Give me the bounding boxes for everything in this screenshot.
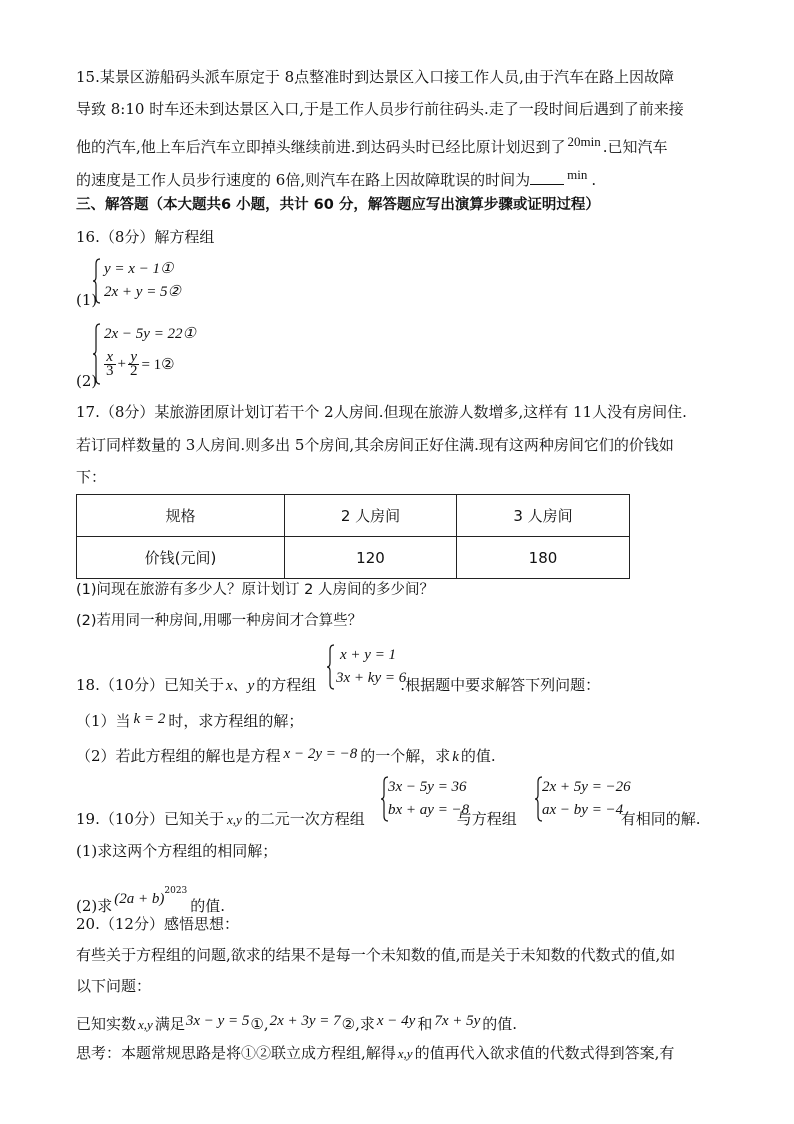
q20-text-2: 以下问题： — [76, 977, 152, 995]
q19-sub-1 — [76, 840, 277, 862]
q15-delay-value: 20min — [567, 134, 601, 149]
fraction-y-over-2 — [128, 351, 140, 378]
q19-sub-2 — [76, 880, 225, 917]
fraction-x-over-3 — [104, 351, 116, 378]
plus-sign: + — [117, 355, 126, 372]
table-header-cell: 规格 — [77, 495, 285, 537]
q16-p2-label-text: (2) — [76, 372, 98, 390]
q20-vars: x,y — [138, 1017, 153, 1032]
left-brace-icon — [92, 323, 102, 385]
table-header-cell: 3 人房间 — [457, 495, 630, 537]
q19-text-1d: 与方程组 — [456, 810, 517, 828]
q15-line-2 — [76, 98, 684, 120]
q20-text-3i: 和 — [417, 1015, 433, 1033]
q20-text-3e: ①, — [250, 1015, 269, 1033]
q19-sub-2c: 的值. — [190, 897, 226, 915]
q20-text-3c: 满足 — [154, 1015, 185, 1033]
q18-text-1d: .根据题中要求解答下列问题： — [400, 676, 601, 694]
q17-sub-1 — [76, 579, 434, 601]
q20-equation-1: 3x − y = 5 — [185, 1013, 250, 1029]
left-brace-icon — [326, 644, 336, 690]
q15-line-1 — [76, 66, 674, 88]
q19-system-a — [380, 776, 472, 824]
q20-vars-2: x,y — [397, 1046, 413, 1061]
fraction-numerator: x — [104, 351, 116, 365]
q15-period: . — [591, 171, 597, 189]
q18-equation-3: x − 2y = −8 — [283, 746, 358, 762]
q18-text-1c: 的方程组 — [256, 676, 317, 694]
q20-equation-2: 2x + 3y = 7 — [269, 1013, 341, 1029]
table-row — [77, 537, 630, 579]
table-cell: 120 — [285, 537, 457, 579]
q19-system-a-equation-1: 3x − 5y = 36 — [388, 779, 467, 795]
table-cell: 价钱(元间) — [77, 537, 285, 579]
q18-sub-2e: 的值. — [460, 747, 496, 765]
q15-text-3a: 他的汽车,他上车后汽车立即掉头继续前进.到达码头时已经比原计划迟到了 — [76, 138, 566, 156]
q16-title — [76, 226, 214, 248]
q20-line-2 — [76, 975, 151, 997]
q20-expression-2: 7x + 5y — [434, 1013, 481, 1029]
answer-blank[interactable] — [530, 170, 564, 185]
fraction-denominator: 3 — [106, 363, 114, 379]
q15-line-4 — [76, 164, 596, 191]
q20-text-4a: 思考：本题常规思路是将①②联立成方程组,解得 — [76, 1044, 396, 1062]
q16-p2-equation-2-tail: = 1② — [141, 356, 175, 373]
fraction-numerator: y — [128, 351, 140, 365]
q19-sub-1-text: (1)求这两个方程组的相同解； — [76, 842, 278, 860]
q18-sub-2c: 的一个解，求 — [360, 747, 451, 765]
fraction-denominator: 2 — [129, 363, 138, 379]
q19-system-b-equation-1: 2x + 5y = −26 — [542, 779, 631, 795]
q15-line-3 — [76, 131, 668, 158]
q16-p2-equation-2 — [104, 351, 175, 378]
q20-expression-1: x − 4y — [376, 1013, 416, 1029]
q19-text-1c: 的二元一次方程组 — [244, 810, 365, 828]
q15-unit: min — [567, 167, 588, 182]
q17-text-2: 若订同样数量的 3人房间.则多出 5个房间,其余房间正好住满.现有这两种房间它们的价钱如 — [76, 436, 674, 454]
q18-equation-2: 3x + ky = 6 — [336, 670, 407, 686]
q17-line-3 — [76, 466, 106, 488]
q20-text-3g: ②,求 — [341, 1015, 375, 1033]
q16-p1-equation-2: 2x + y = 5② — [104, 284, 182, 300]
q18-text-1a: 18.（10分）已知关于 — [76, 676, 224, 694]
q16-p1-label-text: (1) — [76, 291, 98, 309]
q19-text-1a: 19.（10分）已知关于 — [76, 810, 224, 828]
q16-p1-equation-1: y = x − 1① — [104, 261, 174, 277]
q18-equation-1: x + y = 1 — [340, 647, 397, 663]
q20-text-1: 有些关于方程组的问题,欲求的结果不是每一个未知数的值,而是关于未知数的代数式的值,如 — [76, 946, 676, 964]
q16-system-2 — [92, 323, 222, 387]
q15-text-2: 导致 8:10 时车还未到达景区入口,于是工作人员步行前往码头.走了一段时间后遇到了前来接 — [76, 100, 684, 118]
q18-sub-1c: 时，求方程组的解； — [168, 712, 304, 730]
q17-text-3: 下： — [76, 468, 107, 486]
q17-sub-1-text: (1)问现在旅游有多少人？原计划订 2 人房间的多少间？ — [76, 582, 434, 598]
q17-sub-2 — [76, 610, 362, 632]
table-header-row — [77, 495, 630, 537]
q20-text-3k: 的值. — [482, 1015, 518, 1033]
q17-text-1: 17.（8分）某旅游团原计划订若干个 2人房间.但现在旅游人数增多,这样有 11人没有房间住. — [76, 403, 687, 421]
q18-sub-2a: （2）若此方程组的解也是方程 — [76, 747, 281, 765]
q18-sub-2 — [76, 743, 496, 768]
q18-sub-1a: （1）当 — [76, 712, 131, 730]
q16-title-text: 16.（8分）解方程组 — [76, 228, 215, 246]
q15-text-1: 15.某景区游船码头派车原定于 8点整准时到达景区入口接工作人员,由于汽车在路上因故障 — [76, 68, 674, 86]
q20-title — [76, 913, 239, 935]
q17-line-2 — [76, 434, 674, 456]
q20-line-1 — [76, 944, 675, 966]
q20-text-4c: 的值再代入欲求值的代数式得到答案,有 — [414, 1044, 675, 1062]
table-header-cell: 2 人房间 — [285, 495, 457, 537]
table-cell: 180 — [457, 537, 630, 579]
q19-expression: (2a + b) — [114, 891, 165, 907]
q19-exponent: 2023 — [164, 886, 188, 896]
q20-title-text: 20.（12分）感悟思想： — [76, 915, 239, 933]
q18-system — [326, 644, 416, 692]
q18-k: k — [452, 749, 459, 765]
q18-sub-1 — [76, 708, 303, 732]
q17-sub-2-text: (2)若用同一种房间,用哪一种房间才合算些？ — [76, 613, 363, 629]
section-heading-text: 三、解答题（本大题共6 小题，共计 60 分，解答题应写出演算步骤或证明过程） — [76, 197, 600, 213]
section-heading — [76, 194, 600, 216]
price-table — [76, 494, 630, 579]
q15-text-3c: .已知汽车 — [602, 138, 668, 156]
q19-system-a-equation-2: bx + ay = −8 — [388, 802, 470, 818]
q18-k-value: k = 2 — [133, 711, 166, 727]
q20-line-3 — [76, 1010, 517, 1036]
q19-system-b-equation-2: ax − by = −4 — [542, 802, 624, 818]
left-brace-icon — [92, 258, 102, 304]
q16-system-1 — [92, 258, 212, 306]
q19-vars: x,y — [226, 812, 242, 827]
q20-line-4 — [76, 1042, 674, 1065]
q19-system-b — [534, 776, 634, 824]
q17-line-1 — [76, 401, 687, 423]
q20-text-3a: 已知实数 — [76, 1015, 137, 1033]
q18-vars: x、y — [225, 678, 255, 694]
q19-text-1e: 有相同的解. — [620, 810, 701, 828]
q15-text-4a: 的速度是工作人员步行速度的 6倍,则汽车在路上因故障耽误的时间为 — [76, 171, 531, 189]
q16-p2-equation-1: 2x − 5y = 22① — [104, 326, 197, 342]
q19-sub-2a: (2)求 — [76, 897, 113, 915]
